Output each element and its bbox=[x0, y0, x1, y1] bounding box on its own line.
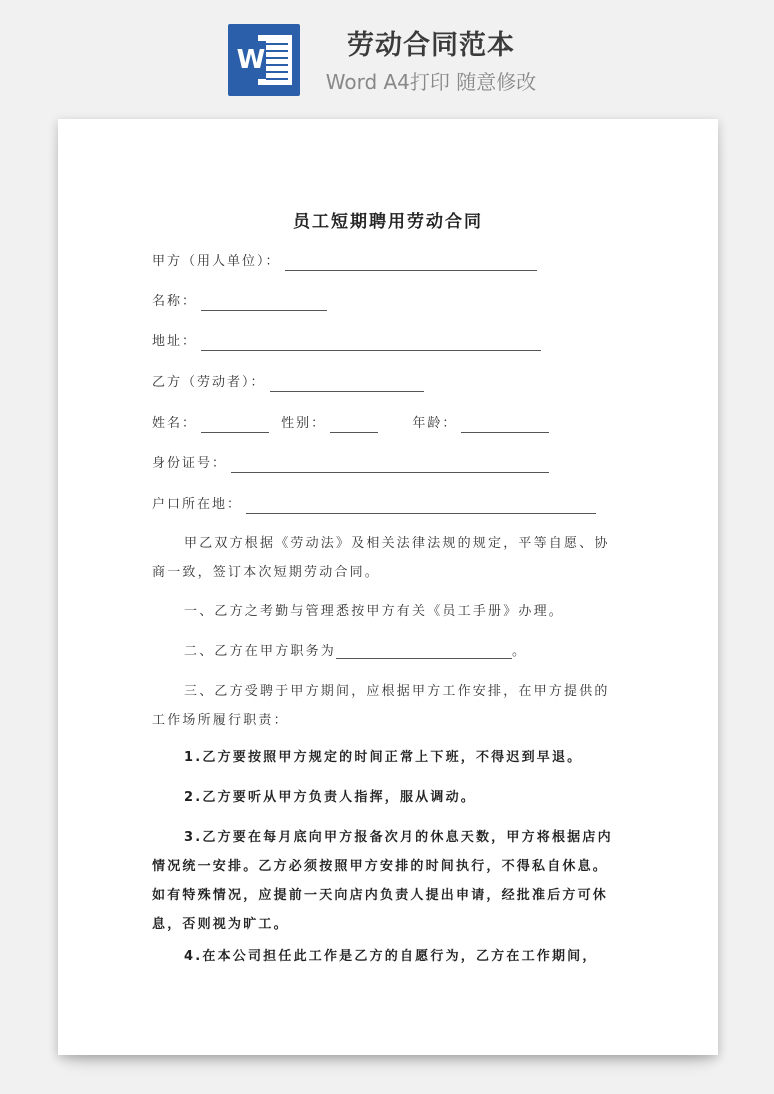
party-b-label: 乙方（劳动者）： bbox=[152, 375, 266, 390]
id-number-field bbox=[152, 455, 549, 473]
party-b-field bbox=[152, 374, 424, 392]
document-title: 员工短期聘用劳动合同 bbox=[293, 212, 483, 232]
page-subtitle: Word A4打印 随意修改 bbox=[325, 70, 537, 94]
id-number-blank[interactable] bbox=[231, 458, 549, 473]
clause-2-end: 。 bbox=[512, 644, 528, 659]
document-page bbox=[58, 119, 718, 1055]
item-2: 2.乙方要听从甲方负责人指挥，服从调动。 bbox=[184, 790, 476, 805]
clause-2 bbox=[152, 637, 622, 666]
household-label: 户口所在地： bbox=[152, 497, 243, 512]
household-field bbox=[152, 496, 596, 514]
item-1: 1.乙方要按照甲方规定的时间正常上下班，不得迟到早退。 bbox=[184, 750, 583, 765]
clause-2-text: 二、乙方在甲方职务为 bbox=[184, 644, 337, 659]
gender-label: 性别： bbox=[281, 416, 327, 431]
name-blank[interactable] bbox=[201, 296, 327, 311]
address-field bbox=[152, 333, 541, 351]
address-blank[interactable] bbox=[201, 336, 541, 351]
page-title: 劳动合同范本 bbox=[347, 30, 515, 61]
word-icon bbox=[228, 24, 300, 96]
id-number-label: 身份证号： bbox=[152, 456, 228, 471]
person-name-blank[interactable] bbox=[201, 418, 269, 433]
position-blank[interactable] bbox=[336, 642, 512, 659]
clause-1: 一、乙方之考勤与管理悉按甲方有关《员工手册》办理。 bbox=[184, 604, 565, 619]
gender-blank[interactable] bbox=[330, 418, 378, 433]
clause-3: 三、乙方受聘于甲方期间，应根据甲方工作安排，在甲方提供的工作场所履行职责： bbox=[152, 684, 610, 728]
age-blank[interactable] bbox=[461, 418, 549, 433]
age-label: 年龄： bbox=[412, 416, 458, 431]
intro-paragraph: 甲乙双方根据《劳动法》及相关法律法规的规定，平等自愿、协商一致，签订本次短期劳动合同。 bbox=[152, 536, 610, 580]
party-a-blank[interactable] bbox=[285, 256, 537, 271]
word-letter: W bbox=[236, 41, 266, 79]
party-a-field bbox=[152, 253, 537, 271]
name-field bbox=[152, 293, 327, 311]
household-blank[interactable] bbox=[246, 499, 596, 514]
party-b-blank[interactable] bbox=[270, 377, 424, 392]
address-label: 地址： bbox=[152, 334, 198, 349]
person-name-label: 姓名： bbox=[152, 416, 198, 431]
personal-info-field bbox=[152, 415, 549, 433]
item-4: 4.在本公司担任此工作是乙方的自愿行为，乙方在工作期间， bbox=[184, 949, 598, 964]
name-label: 名称： bbox=[152, 294, 198, 309]
item-3: 3.乙方要在每月底向甲方报备次月的休息天数，甲方将根据店内情况统一安排。乙方必须按照甲方安排的时间执行，不得私自休息。如有特殊情况，应提前一天向店内负责人提出申请，经批准后方可休息，否则视为旷工。 bbox=[152, 830, 613, 932]
party-a-label: 甲方（用人单位）： bbox=[152, 254, 281, 269]
